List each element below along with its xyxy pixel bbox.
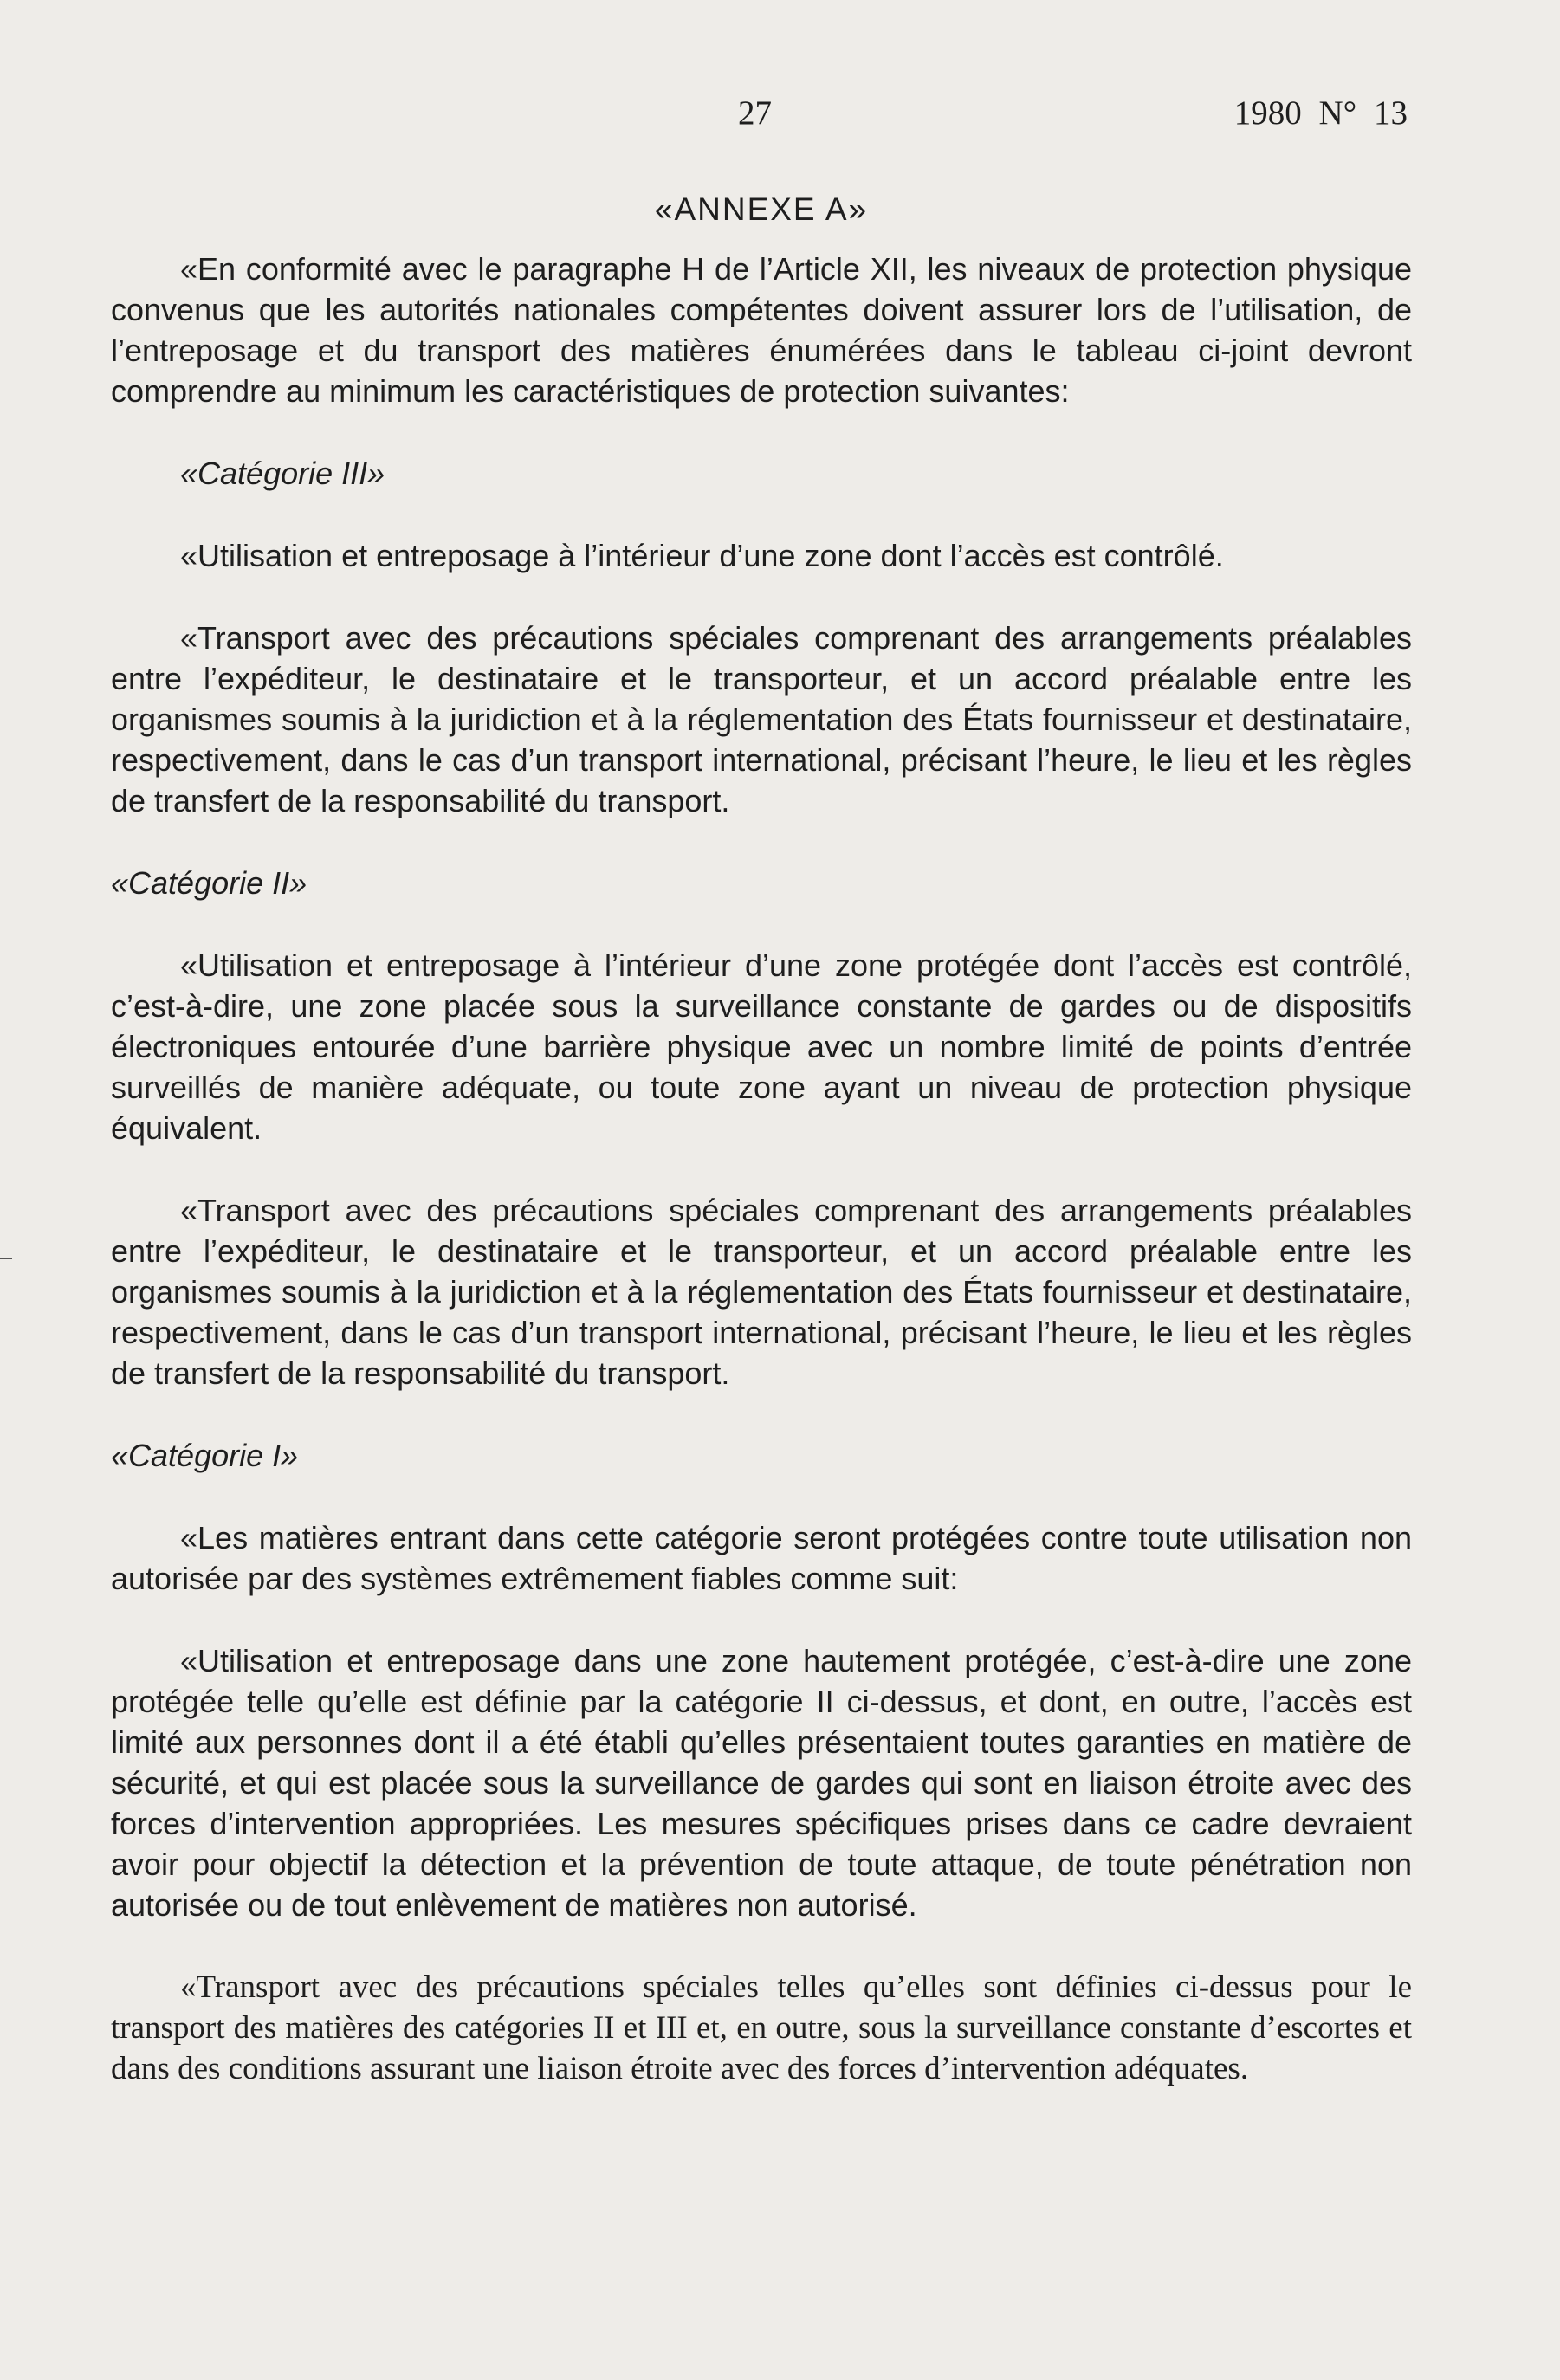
category-1-transport-paragraph: «Transport avec des précautions spéciales telles qu’elles sont définies ci-dessus pour le transport des matières des catégories II et III et, en outre, sous la surveillance constante d’escortes et dans des conditions assurant une liaison étroite avec des forces d’intervention adéquates. [111, 1969, 1412, 2086]
annex-title: «ANNEXE A» [654, 191, 869, 227]
annex-body [111, 189, 1412, 2089]
category-2-transport-paragraph: «Transport avec des précautions spéciales comprenant des arrangements préalables entre l’expéditeur, le destinataire et le transporteur, et un accord préalable entre les organismes soumis à la juridiction et à la réglementation des États fournisseur et destinataire, respectivement, dans le cas d’un transport international, précisant l’heure, le lieu et les règles de transfert de la responsabilité du transport. [111, 1193, 1412, 1391]
category-3-use-paragraph: «Utilisation et entreposage à l’intérieur d’une zone dont l’accès est contrôlé. [180, 538, 1224, 573]
category-2-heading: «Catégorie II» [111, 865, 307, 901]
page-header [0, 94, 1560, 146]
page-number: 27 [738, 94, 772, 132]
margin-mark [0, 1258, 12, 1259]
category-1-use-paragraph: «Utilisation et entreposage dans une zone hautement protégée, c’est-à-dire une zone protégée telle qu’elle est définie par la catégorie II ci-dessus, et dont, en outre, l’accès est limité aux personnes dont il a été établi qu’elles présentaient toutes garanties en matière de sécurité, et qui est placée sous la surveillance de gardes qui sont en liaison étroite avec des forces d’intervention appropriées. Les mesures spécifiques prises dans ce cadre devraient avoir pour objectif la détection et la prévention de toute attaque, de toute pénétration non autorisée ou de tout enlèvement de matières non autorisé. [111, 1643, 1412, 1923]
category-3-transport-paragraph: «Transport avec des précautions spéciales comprenant des arrangements préalables entre l’expéditeur, le destinataire et le transporteur, et un accord préalable entre les organismes soumis à la juridiction et à la réglementation des États fournisseur et destinataire, respectivement, dans le cas d’un transport international, précisant l’heure, le lieu et les règles de transfert de la responsabilité du transport. [111, 620, 1412, 818]
category-3-heading: «Catégorie III» [180, 456, 385, 491]
category-2-use-paragraph: «Utilisation et entreposage à l’intérieur d’une zone protégée dont l’accès est contrôlé, c’est-à-dire, une zone placée sous la surveillance constante de gardes ou de dispositifs électroniques entourée d’une barrière physique avec un nombre limité de points d’entrée surveillés de manière adéquate, ou toute zone ayant un niveau de protection physique équivalent. [111, 947, 1412, 1146]
category-1-heading: «Catégorie I» [111, 1438, 299, 1473]
category-1-general-paragraph: «Les matières entrant dans cette catégorie seront protégées contre toute utilisation non autorisée par des systèmes extrêmement fiables comme suit: [111, 1520, 1412, 1596]
intro-paragraph: «En conformité avec le paragraphe H de l’Article XII, les niveaux de protection physique convenus que les autorités nationales compétentes doivent assurer lors de l’utilisation, de l’entreposage et du transport des matières énumérées dans le tableau ci-joint devront comprendre au minimum les caractéristiques de protection suivantes: [111, 251, 1412, 409]
issue-number: 1980 N° 13 [1233, 94, 1408, 132]
